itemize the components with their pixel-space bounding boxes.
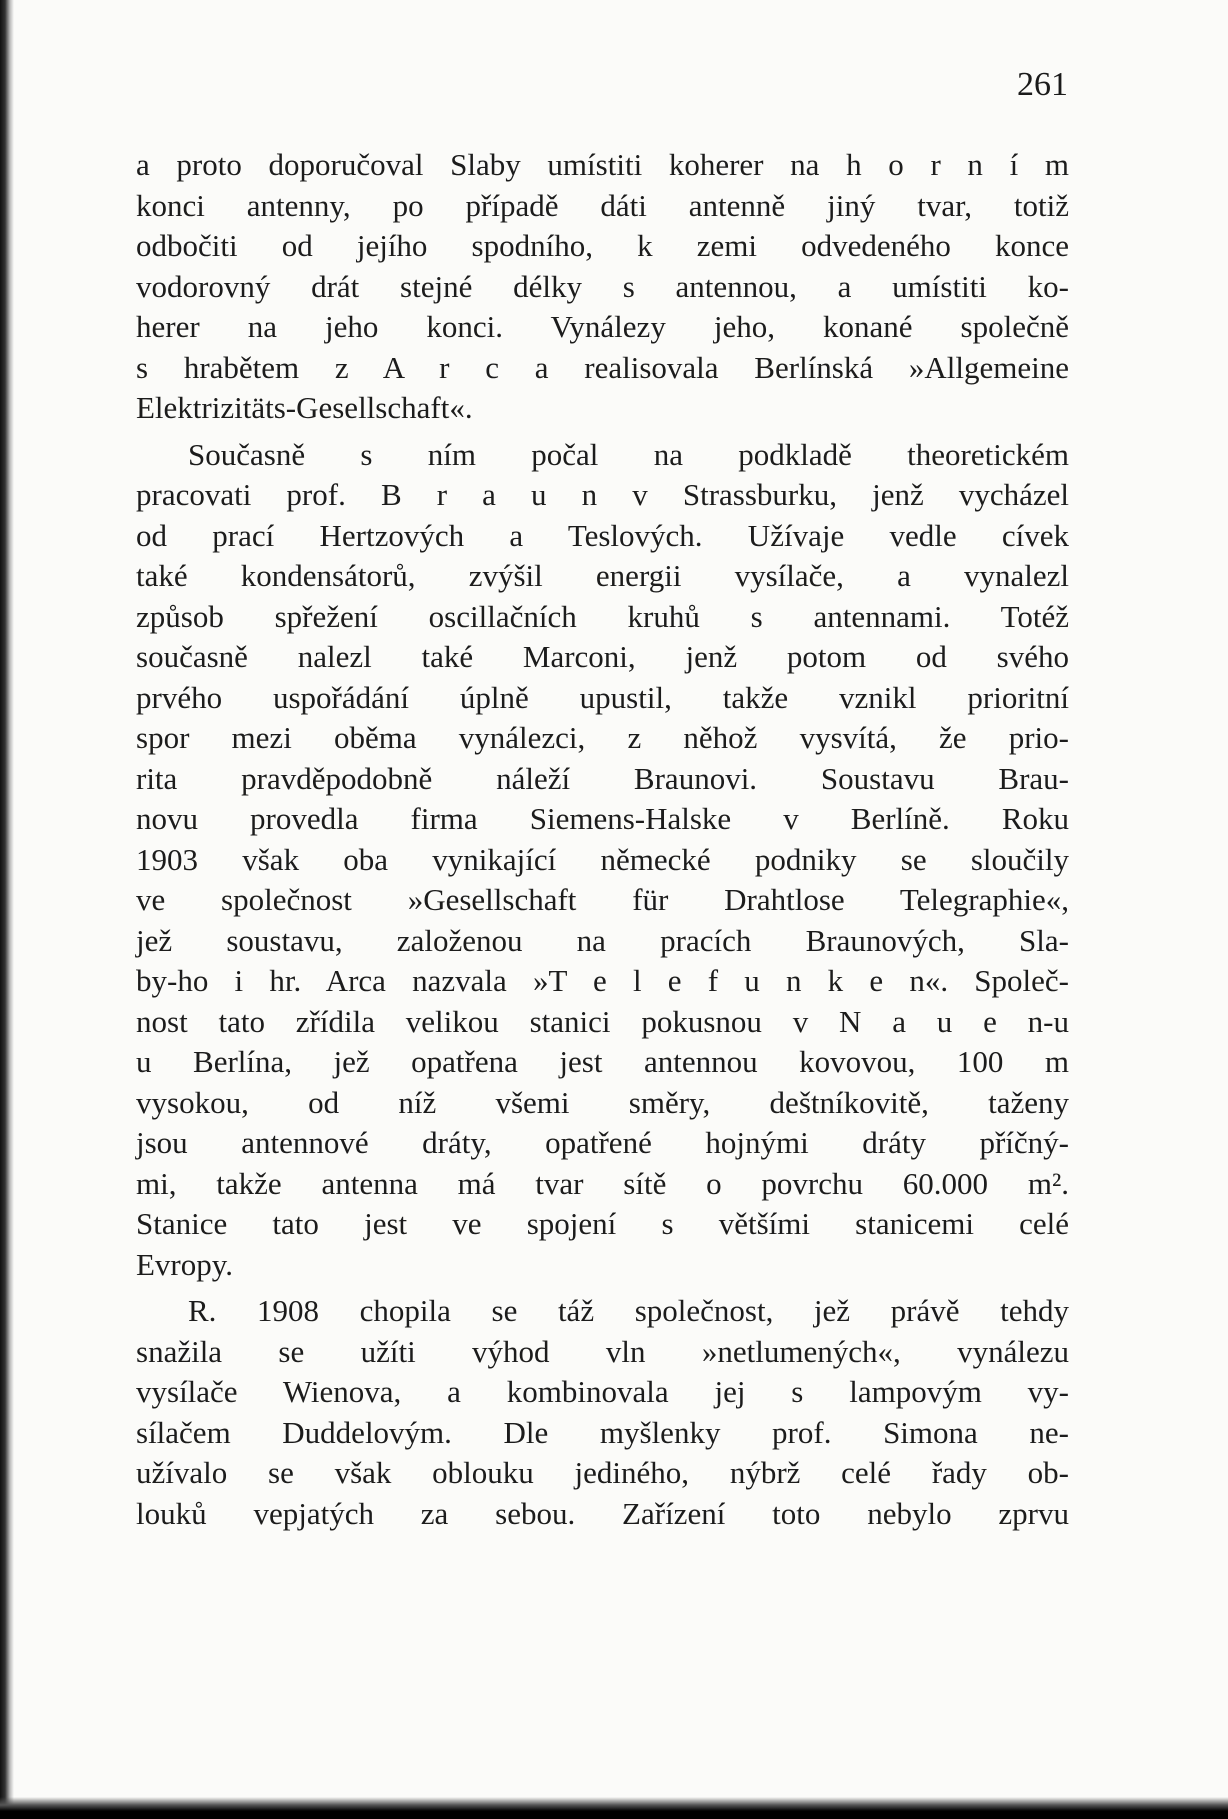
text-line: nost tato zřídila velikou stanici pokusnou v N a u e n-u (136, 1003, 1069, 1039)
text-line: od prací Hertzových a Teslových. Užívaje vedle cívek (136, 517, 1069, 553)
text-line: současně nalezl také Marconi, jenž potom od svého (136, 639, 1069, 674)
text-line: 1903 však oba vynikající německé podniky se sloučily (136, 841, 1069, 877)
text-line: spor mezi oběma vynálezci, z něhož vysvítá, že prio- (136, 720, 1069, 755)
text-line: Stanice tato jest ve spojení s většími stanicemi celé (136, 1206, 1069, 1241)
text-line: Evropy. (136, 1246, 233, 1282)
text-line: rita pravděpodobně náleží Braunovi. Soustavu Brau- (136, 760, 1069, 796)
text-line: Současně s ním počal na podkladě theoretickém (188, 436, 1069, 472)
text-line: ve společnost »Gesellschaft für Drahtlose Telegraphie«, (136, 882, 1069, 917)
text-line: odbočiti od jejího spodního, k zemi odvedeného konce (136, 228, 1069, 263)
text-line: sílačem Duddelovým. Dle myšlenky prof. Simona ne- (136, 1414, 1069, 1450)
text-line: užívalo se však oblouku jediného, nýbrž celé řady ob- (136, 1455, 1069, 1490)
text-line: konci antenny, po případě dáti antenně jiný tvar, totiž (136, 187, 1069, 223)
text-line: snažila se užíti výhod vln »netlumených«, vynálezu (136, 1333, 1069, 1369)
text-line: prvého uspořádání úplně upustil, takže vznikl prioritní (136, 679, 1069, 715)
text-line: jež soustavu, založenou na pracích Braunových, Sla- (136, 922, 1069, 958)
text-line: také kondensátorů, zvýšil energii vysílače, a vynalezl (136, 558, 1069, 593)
text-line: vysílače Wienova, a kombinovala jej s lampovým vy- (136, 1374, 1069, 1409)
text-line: by-ho i hr. Arca nazvala »T e l e f u n k e n«. Společ- (136, 963, 1069, 998)
page-bottom-shadow (0, 1797, 1228, 1819)
text-line: herer na jeho konci. Vynálezy jeho, konané společně (136, 309, 1069, 344)
text-line: vodorovný drát stejné délky s antennou, a umístiti ko- (136, 268, 1069, 304)
page-binding-shadow (0, 0, 14, 1819)
text-line: způsob spřežení oscillačních kruhů s antennami. Totéž (136, 598, 1069, 634)
text-line: pracovati prof. B r a u n v Strassburku, jenž vycházel (136, 477, 1069, 512)
text-line: mi, takže antenna má tvar sítě o povrchu 60.000 m². (136, 1165, 1069, 1201)
text-line: vysokou, od níž všemi směry, deštníkovitě, taženy (136, 1084, 1069, 1120)
paragraph-1 (136, 145, 1069, 429)
paragraph-3 (136, 1291, 1069, 1534)
text-line: a proto doporučoval Slaby umístiti koherer na h o r n í m (136, 147, 1069, 182)
page-number: 261 (1017, 66, 1068, 103)
text-line: jsou antennové dráty, opatřené hojnými dráty příčný- (136, 1125, 1069, 1160)
text-line: R. 1908 chopila se táž společnost, jež právě tehdy (188, 1293, 1069, 1328)
text-line: Elektrizitäts-Gesellschaft«. (136, 390, 473, 425)
text-line: s hrabětem z A r c a realisovala Berlínská »Allgemeine (136, 349, 1069, 385)
body-text (136, 145, 1069, 1534)
paragraph-2 (136, 435, 1069, 1286)
text-line: u Berlína, jež opatřena jest antennou kovovou, 100 m (136, 1044, 1069, 1079)
text-line: louků vepjatých za sebou. Zařízení toto nebylo zprvu (136, 1495, 1069, 1531)
text-line: novu provedla firma Siemens-Halske v Berlíně. Roku (136, 801, 1069, 836)
